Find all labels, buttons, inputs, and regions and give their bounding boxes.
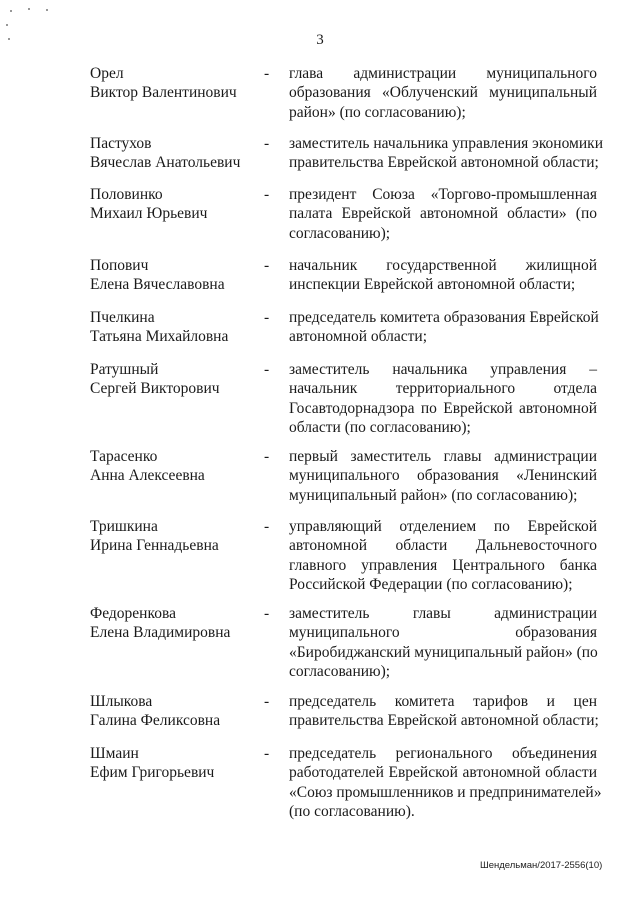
person-name [90,447,260,485]
separator-dash: - [264,745,270,762]
position-description [289,185,597,243]
given-names: Вячеслав Анатольевич [90,154,241,171]
given-names: Татьяна Михайловна [90,328,229,345]
surname: Федоренкова [90,605,176,622]
position-line: муниципального образования «Ленинский [289,467,597,485]
position-line: области (по согласованию); [289,419,471,437]
document-reference: Шендельман/2017-2556(10) [480,860,603,871]
position-line: начальник государственной жилищной [289,257,597,274]
position-line: председатель регионального объединения [289,745,597,762]
position-line: муниципального образования [289,624,597,642]
position-line: согласованию); [289,663,391,681]
surname: Пчелкина [90,309,155,326]
position-line: глава администрации муниципального [289,65,597,82]
given-names: Виктор Валентинович [90,84,237,101]
person-name [90,308,260,346]
position-line: палата Еврейской автономной области» (по [289,205,597,223]
surname: Попович [90,257,149,274]
position-line: муниципальный район» (по согласованию); [289,486,578,504]
position-description [289,517,597,595]
given-names: Елена Вячеславовна [90,276,225,293]
given-names: Елена Владимировна [90,624,231,641]
position-line: председатель комитета образования Еврейской [289,309,599,326]
given-names: Михаил Юрьевич [90,205,208,222]
position-line: управляющий отделением по Еврейской [289,518,597,535]
given-names: Галина Феликсовна [90,712,221,729]
person-name [90,185,260,223]
given-names: Ефим Григорьевич [90,764,215,781]
position-description [289,360,597,438]
person-name [90,604,260,642]
page-number: 3 [316,32,324,48]
person-name [90,134,260,172]
position-line: «Союз промышленников и предпринимателей» [289,783,602,801]
position-line: первый заместитель главы администрации [289,448,597,465]
position-line: заместитель главы администрации [289,605,597,622]
separator-dash: - [264,135,270,152]
surname: Пастухов [90,135,152,152]
position-line: правительства Еврейской автономной области; [289,154,599,172]
position-line: заместитель начальника управления – [289,361,597,378]
position-description [289,447,597,505]
position-line: работодателей Еврейской автономной области [289,764,597,782]
position-description [289,692,597,731]
surname: Шмаин [90,745,139,762]
separator-dash: - [264,448,270,465]
surname: Половинко [90,186,163,203]
position-line: район» (по согласованию); [289,103,466,121]
position-line: председатель комитета тарифов и цен [289,693,597,710]
given-names: Ирина Геннадьевна [90,537,219,554]
given-names: Сергей Викторович [90,380,220,397]
position-line: заместитель начальника управления экономики [289,135,603,152]
separator-dash: - [264,693,270,710]
separator-dash: - [264,186,270,203]
person-name [90,256,260,294]
separator-dash: - [264,605,270,622]
person-name [90,64,260,102]
person-name [90,744,260,782]
surname: Тришкина [90,518,158,535]
given-names: Анна Алексеевна [90,467,205,484]
surname: Орел [90,65,124,82]
person-name [90,360,260,398]
surname: Шлыкова [90,693,153,710]
surname: Тарасенко [90,448,158,465]
position-line: согласованию); [289,224,391,242]
position-line: образования «Облученский муниципальный [289,84,597,102]
position-description [289,256,597,295]
person-name [90,692,260,730]
position-line: президент Союза «Торгово-промышленная [289,186,597,203]
position-description [289,134,603,173]
surname: Ратушный [90,361,159,378]
position-line: правительства Еврейской автономной области; [289,712,599,730]
position-line: начальник территориального отдела [289,380,597,398]
separator-dash: - [264,361,270,378]
position-line: Российской Федерации (по согласованию); [289,576,573,594]
separator-dash: - [264,518,270,535]
position-line: автономной области; [289,328,428,346]
separator-dash: - [264,65,270,82]
position-description [289,308,597,347]
position-description [289,64,597,122]
position-description [289,604,597,682]
separator-dash: - [264,257,270,274]
position-line: «Биробиджанский муниципальный район» (по [289,643,598,661]
position-description [289,744,602,822]
position-line: инспекции Еврейской автономной области; [289,276,576,294]
position-line: главного управления Центрального банка [289,556,597,574]
position-line: автономной области Дальневосточного [289,537,597,555]
position-line: (по согласованию). [289,803,415,821]
position-line: Госавтодорнадзора по Еврейской автономной [289,399,597,417]
person-name [90,517,260,555]
separator-dash: - [264,309,270,326]
